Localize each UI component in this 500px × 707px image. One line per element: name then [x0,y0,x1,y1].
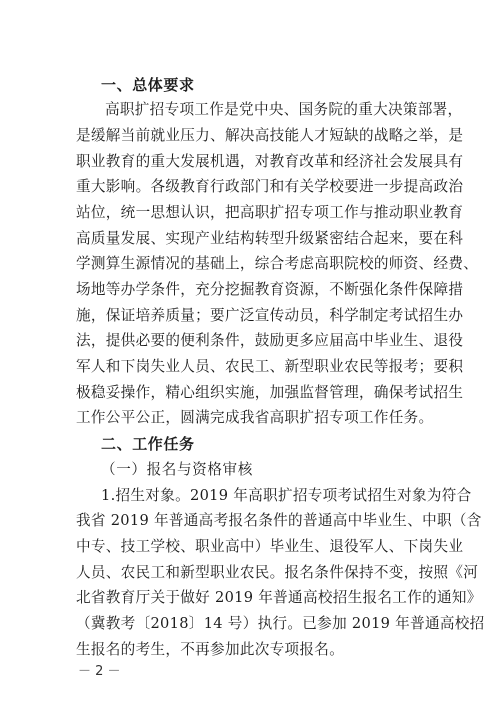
paragraph-line: 重大影响。各级教育行政部门和有关学校要进一步提高政治 [76,178,464,195]
page-number: － 2 － [78,664,121,679]
paragraph-line: 施，保证培养质量；要广泛宣传动员，科学制定考试招生办 [76,307,464,324]
paragraph-line: 人员、农民工和新型职业农民。报名条件保持不变，按照《河 [76,564,479,581]
paragraph-line: 工作公平公正，圆满完成我省高职扩招专项工作任务。 [76,409,434,426]
paragraph-line: （冀教考〔2018〕14 号）执行。已参加 2019 年普通高校招 [76,615,485,632]
paragraph-line: 军人和下岗失业人员、农民工、新型职业农民等报考；要积 [76,358,464,375]
paragraph-line: 中专、技工学校、职业高中）毕业生、退役军人、下岗失业 [76,538,464,555]
paragraph-line: 高职扩招专项工作是党中央、国务院的重大决策部署， [105,101,463,118]
paragraph-line: 职业教育的重大发展机遇，对教育改革和经济社会发展具有 [76,153,464,170]
subsection-heading: （一）报名与资格审核 [101,461,253,478]
paragraph-line: 1.招生对象。2019 年高职扩招专项考试招生对象为符合 [101,487,472,504]
paragraph-line: 北省教育厅关于做好 2019 年普通高校招生报名工作的通知》 [76,589,482,606]
paragraph-line: 极稳妥操作，精心组织实施，加强监督管理，确保考试招生 [76,384,464,401]
paragraph-line: 站位，统一思想认识，把高职扩招专项工作与推动职业教育 [76,204,464,221]
section-heading: 二、工作任务 [101,435,195,453]
section-heading: 一、总体要求 [101,76,195,94]
paragraph-line: 高质量发展、实现产业结构转型升级紧密结合起来，要在科 [76,230,464,247]
paragraph-line: 学测算生源情况的基础上，综合考虑高职院校的师资、经费、 [76,255,479,272]
paragraph-line: 是缓解当前就业压力、解决高技能人才短缺的战略之举，是 [76,127,464,144]
paragraph-line: 法，提供必要的便利条件，鼓励更多应届高中毕业生、退役 [76,332,464,349]
paragraph-line: 场地等办学条件，充分挖掘教育资源，不断强化条件保障措 [76,281,464,298]
paragraph-line: 生报名的考生，不再参加此次专项报名。 [76,641,345,658]
paragraph-line: 我省 2019 年普通高考报名条件的普通高中毕业生、中职（含 [76,512,482,529]
